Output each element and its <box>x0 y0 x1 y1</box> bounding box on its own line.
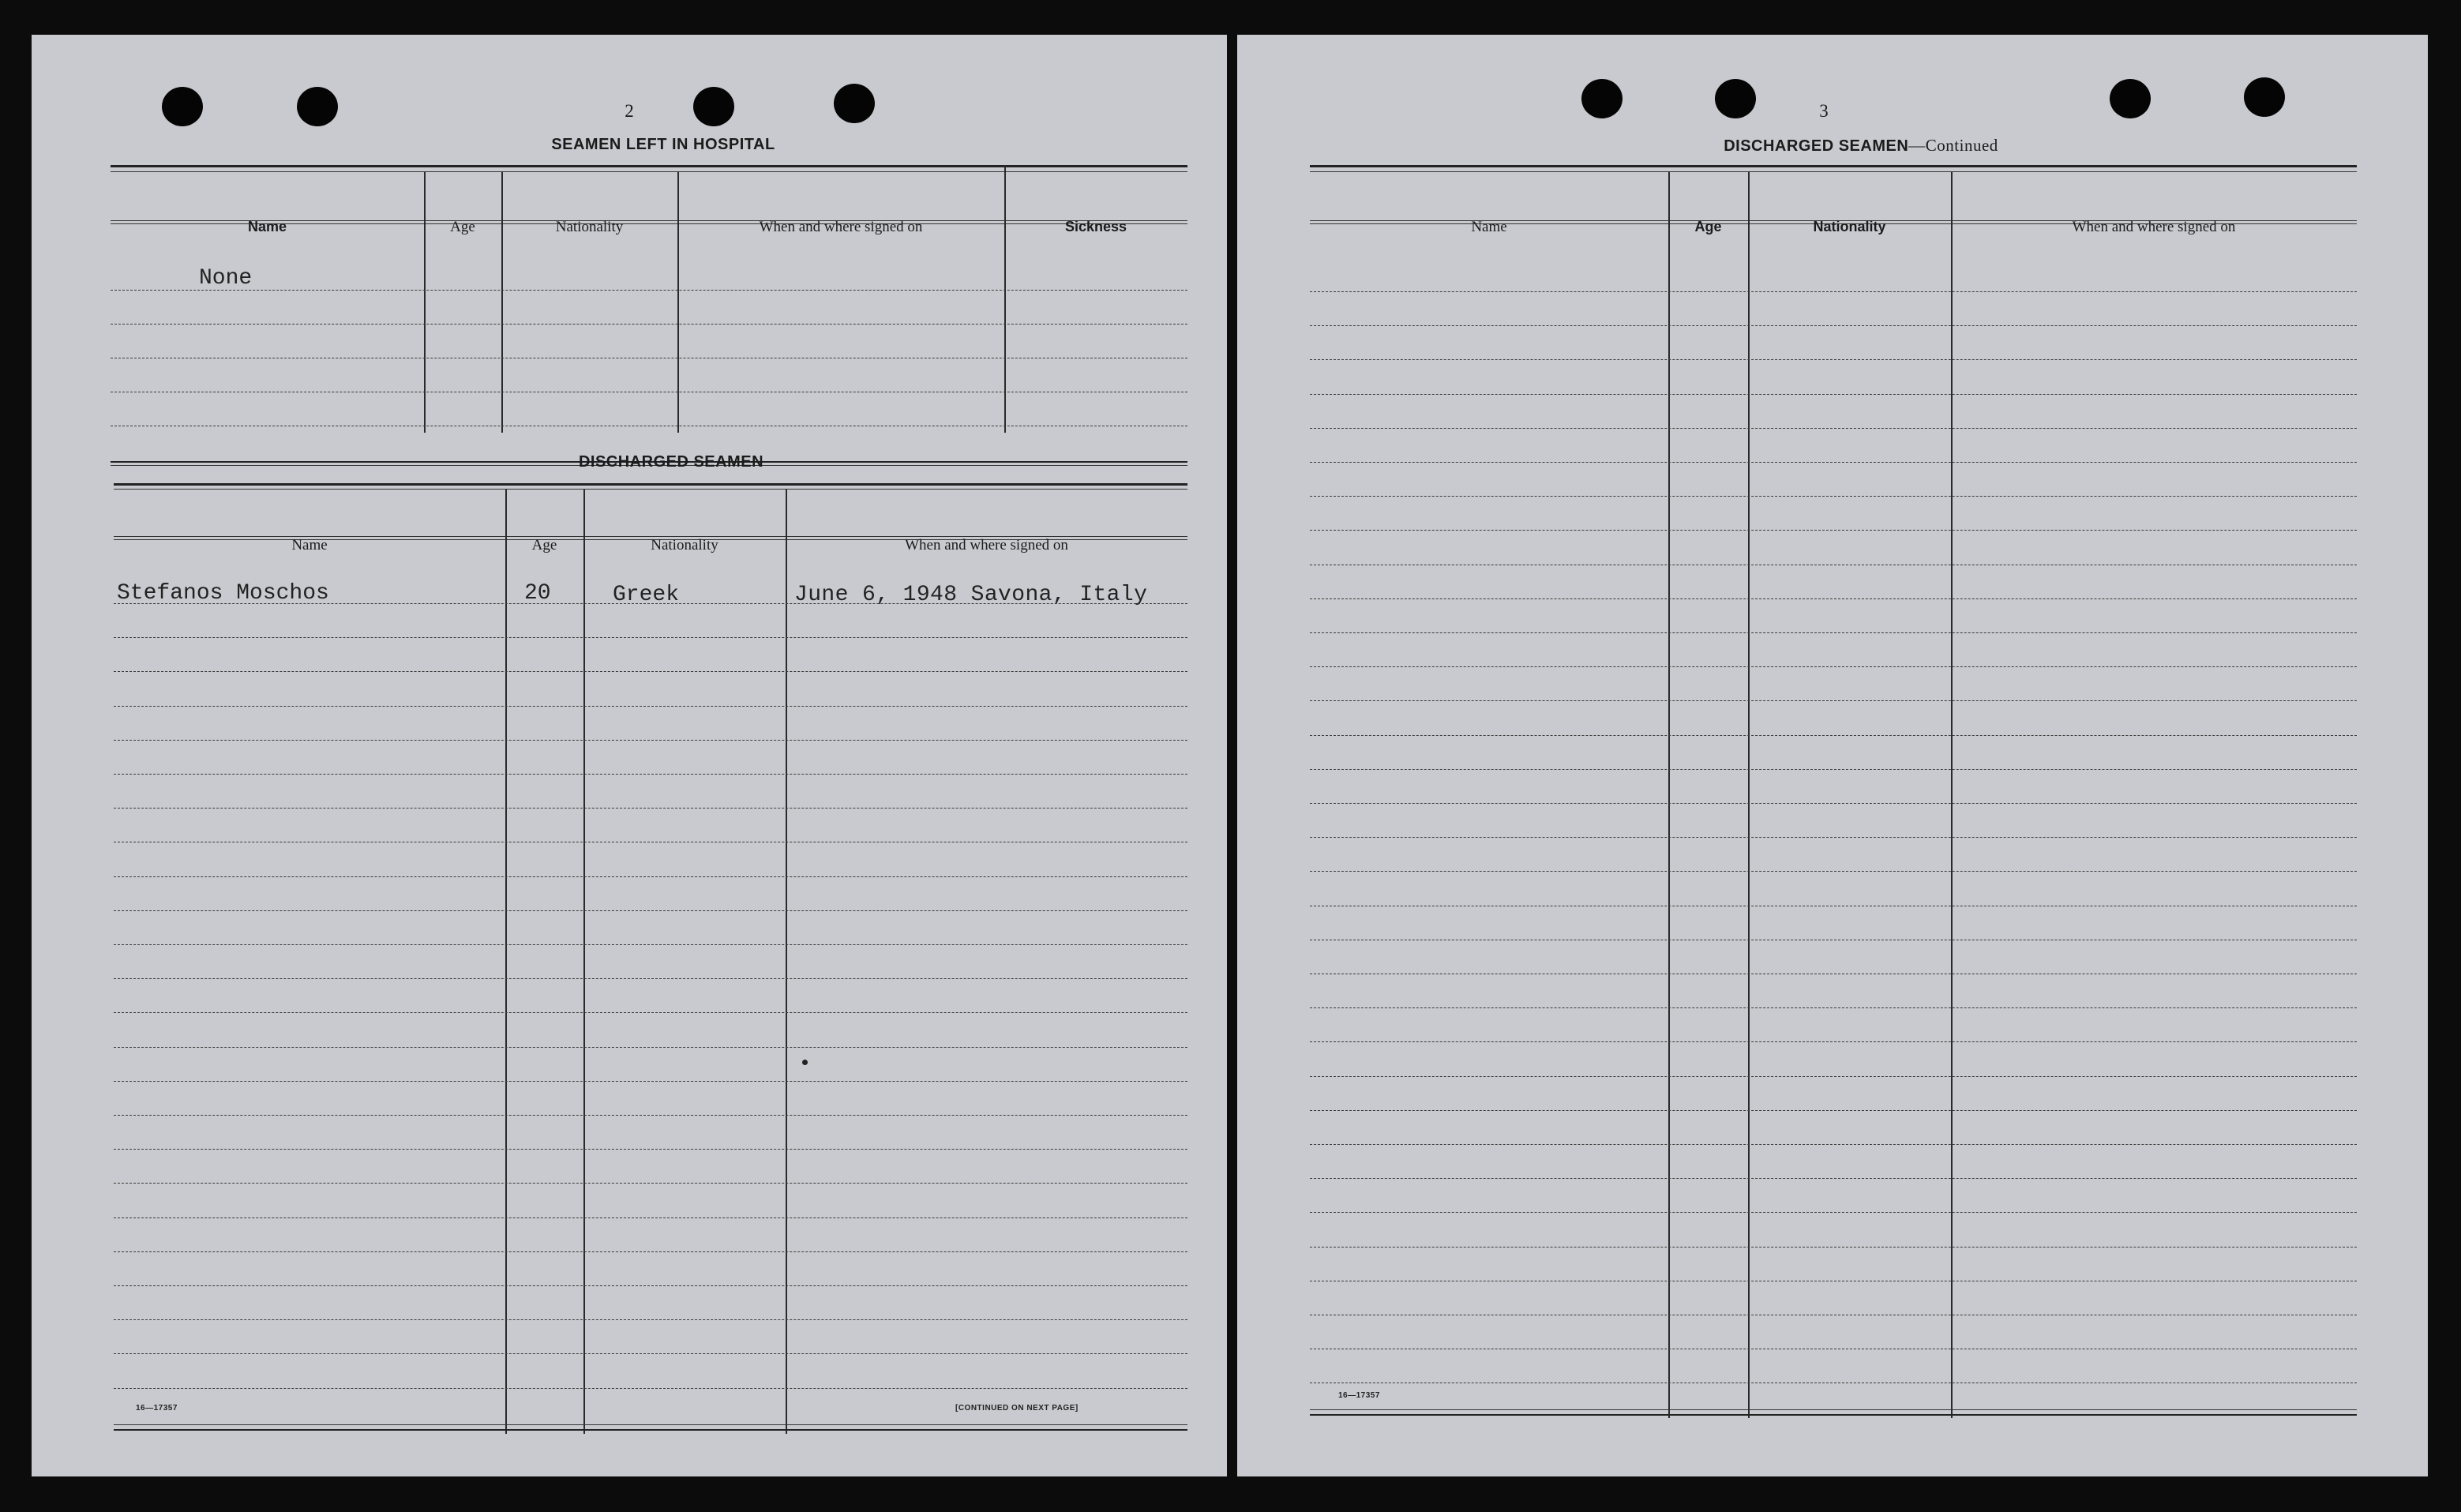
ruling-line <box>114 1183 1187 1184</box>
discharged-continued-table <box>1310 165 2357 1422</box>
ruling-line <box>1310 1076 2357 1077</box>
section-title-text: DISCHARGED SEAMEN <box>1724 137 1909 155</box>
ruling-line <box>1310 291 2357 292</box>
ruling-line <box>114 944 1187 945</box>
ink-speck <box>802 1060 808 1065</box>
discharged-table <box>114 483 1187 1439</box>
ruling-line <box>1310 359 2357 360</box>
continued-note: [CONTINUED ON NEXT PAGE] <box>955 1404 1079 1413</box>
ruling-line <box>114 706 1187 707</box>
ruling-line <box>114 808 1187 809</box>
ruling-line <box>1310 462 2357 463</box>
seaman-name: Stefanos Moschos <box>117 581 329 606</box>
left-page <box>32 35 1227 1476</box>
ruling-line <box>114 1115 1187 1116</box>
ruling-line <box>114 1353 1187 1354</box>
discharged-section-title: DISCHARGED SEAMEN <box>578 453 764 471</box>
discharged-header-name: Name <box>291 537 328 553</box>
ruling-line <box>114 1319 1187 1320</box>
discharged-header-signed-on: When and where signed on <box>905 537 1068 553</box>
discharged-header-nationality: Nationality <box>651 537 718 553</box>
punch-hole <box>1581 79 1623 118</box>
right-header-name: Name <box>1471 219 1507 235</box>
discharged-header-age: Age <box>531 537 557 553</box>
seaman-nationality: Greek <box>613 583 680 607</box>
right-page <box>1237 35 2428 1476</box>
ruling-line <box>1310 1178 2357 1179</box>
ruling-line <box>114 1081 1187 1082</box>
discharged-continued-title <box>1308 136 2414 156</box>
ruling-line <box>114 637 1187 638</box>
ruling-line <box>114 876 1187 877</box>
ruling-line <box>1310 803 2357 804</box>
ruling-line <box>1310 394 2357 395</box>
punch-hole <box>693 87 734 126</box>
ruling-line <box>114 1388 1187 1389</box>
ruling-line <box>1310 1212 2357 1213</box>
hospital-header-age: Age <box>450 219 475 235</box>
form-number: 16—17357 <box>1338 1391 1380 1400</box>
ruling-line <box>1310 666 2357 667</box>
ruling-line <box>114 1149 1187 1150</box>
form-number: 16—17357 <box>136 1404 178 1413</box>
hospital-header-sickness: Sickness <box>1064 219 1127 234</box>
hospital-header-signed-on: When and where signed on <box>759 219 923 235</box>
ruling-line <box>114 1012 1187 1013</box>
right-header-signed-on: When and where signed on <box>2072 219 2236 235</box>
punch-hole <box>162 87 203 126</box>
ruling-line <box>1310 325 2357 326</box>
ruling-line <box>1310 496 2357 497</box>
hospital-header-name: Name <box>247 219 287 234</box>
ruling-line <box>1310 769 2357 770</box>
right-header-nationality: Nationality <box>1813 219 1886 234</box>
punch-hole <box>1715 79 1756 118</box>
section-title-continued: —Continued <box>1908 136 1998 155</box>
ruling-line <box>1310 871 2357 872</box>
ruling-line <box>114 774 1187 775</box>
ruling-line <box>1310 598 2357 599</box>
ruling-line <box>1310 530 2357 531</box>
hospital-table <box>111 165 1187 465</box>
punch-hole <box>2110 79 2151 118</box>
ruling-line <box>1310 735 2357 736</box>
punch-hole <box>834 84 875 123</box>
hospital-section-title: SEAMEN LEFT IN HOSPITAL <box>551 136 775 153</box>
hospital-header-nationality: Nationality <box>555 219 624 235</box>
right-header-age: Age <box>1694 219 1722 234</box>
ruling-line <box>1310 1144 2357 1145</box>
ruling-line <box>1310 1007 2357 1008</box>
punch-hole <box>2244 77 2285 117</box>
ruling-line <box>114 978 1187 979</box>
ruling-line <box>114 740 1187 741</box>
ruling-line <box>114 603 1187 604</box>
ruling-line <box>114 1047 1187 1048</box>
seaman-age: 20 <box>524 581 551 606</box>
hospital-entry-none: None <box>199 266 253 291</box>
seaman-signed-on: June 6, 1948 Savona, Italy <box>794 583 1148 607</box>
ruling-line <box>114 1217 1187 1218</box>
ruling-line <box>1310 837 2357 838</box>
ruling-line <box>1310 632 2357 633</box>
punch-hole <box>297 87 338 126</box>
page-number: 2 <box>625 101 634 121</box>
ruling-line <box>1310 1041 2357 1042</box>
page-number: 3 <box>1819 101 1829 121</box>
ruling-line <box>114 671 1187 672</box>
ruling-line <box>114 1251 1187 1252</box>
ruling-line <box>1310 428 2357 429</box>
ruling-line <box>1310 1110 2357 1111</box>
ruling-line <box>1310 700 2357 701</box>
ruling-line <box>114 1285 1187 1286</box>
ruling-line <box>114 910 1187 911</box>
